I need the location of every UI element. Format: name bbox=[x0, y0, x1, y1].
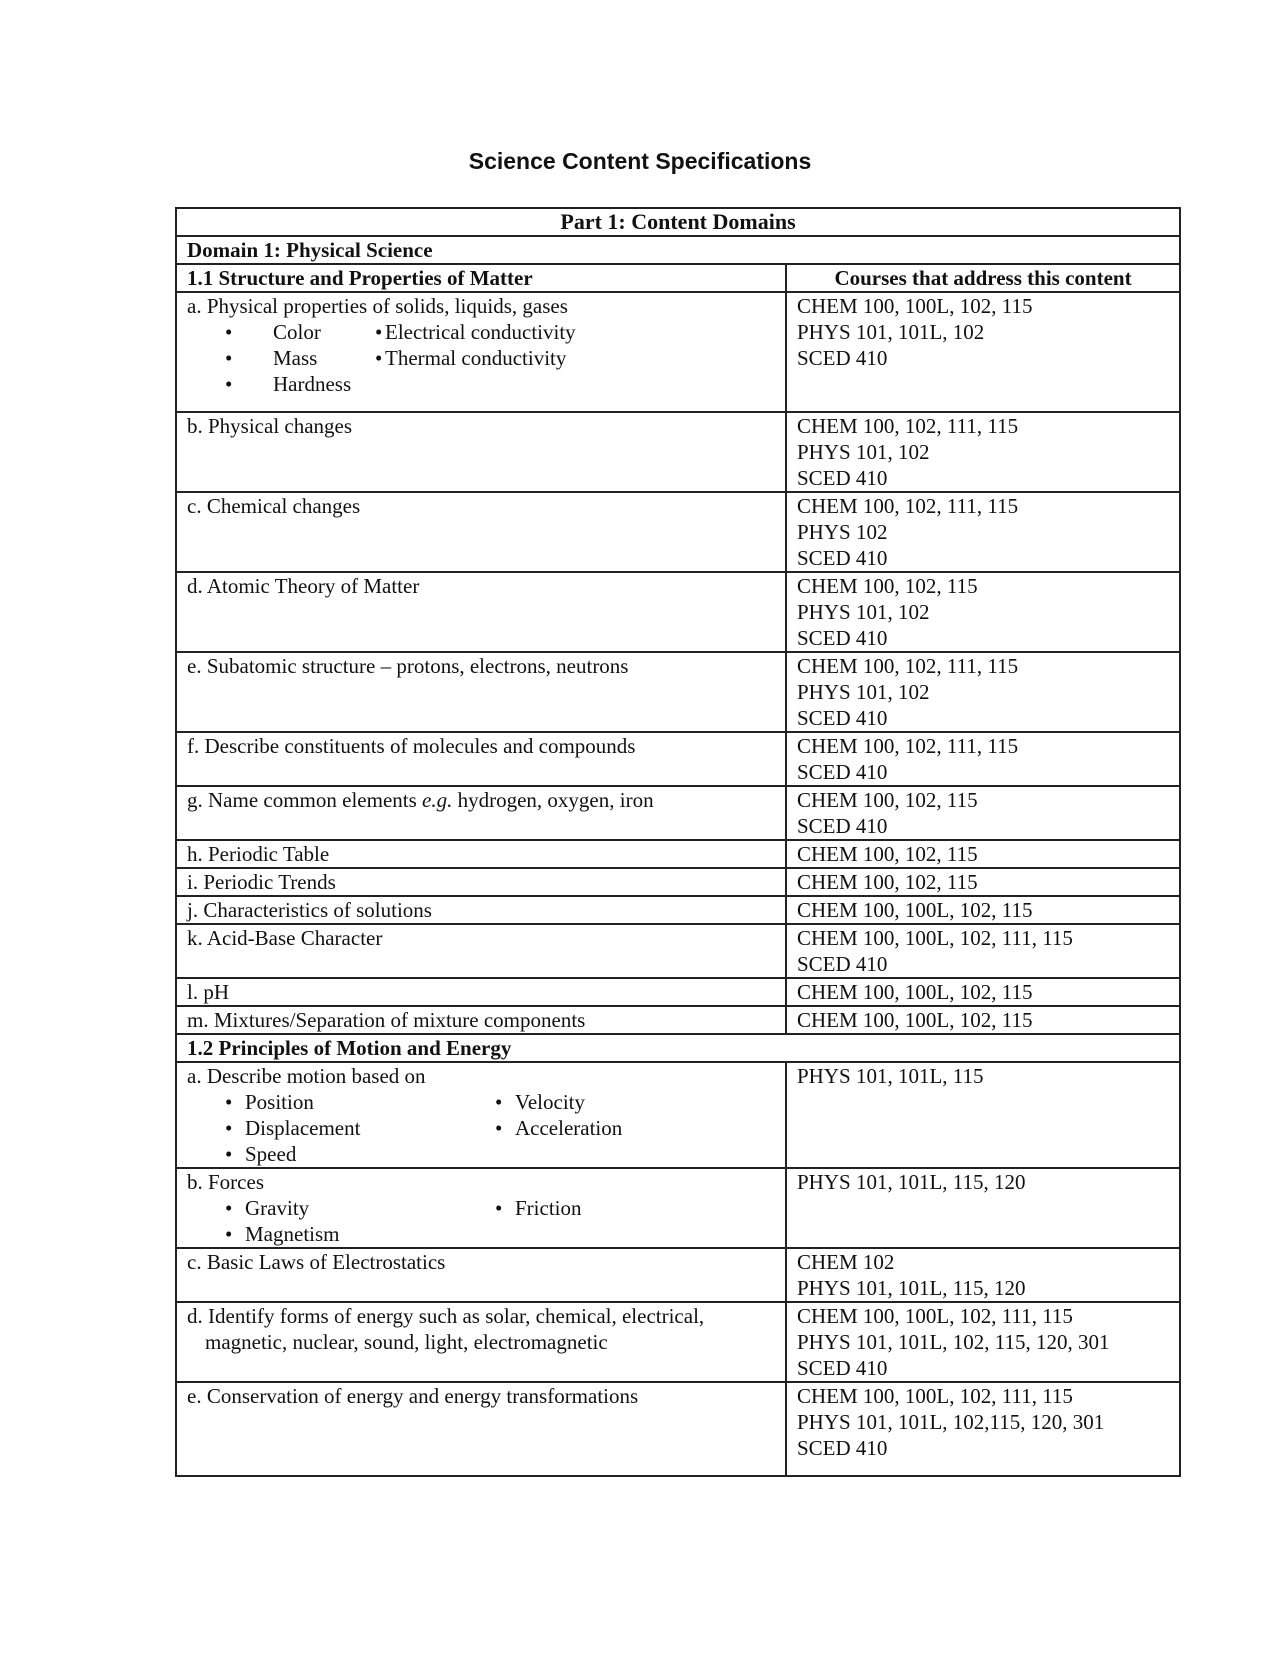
topic-cell bbox=[176, 1248, 786, 1302]
table-row bbox=[176, 1006, 1180, 1034]
course-line: CHEM 100, 102, 111, 115 bbox=[797, 734, 1019, 758]
part-title: Part 1: Content Domains bbox=[176, 208, 1180, 236]
courses-cell bbox=[786, 978, 1180, 1006]
bullet-item: Magnetism bbox=[245, 1222, 340, 1246]
topic-cell bbox=[176, 412, 786, 492]
content-spec-table bbox=[175, 207, 1181, 1477]
bullet-icon: • bbox=[225, 1222, 233, 1246]
courses-cell bbox=[786, 652, 1180, 732]
course-line: CHEM 100, 100L, 102, 111, 115 bbox=[797, 1304, 1073, 1328]
course-line: SCED 410 bbox=[797, 346, 888, 370]
topic-label: j. Characteristics of solutions bbox=[187, 898, 432, 922]
courses-cell bbox=[786, 786, 1180, 840]
course-line: CHEM 100, 100L, 102, 111, 115 bbox=[797, 1384, 1073, 1408]
table-row bbox=[176, 492, 1180, 572]
topic-cell bbox=[176, 1062, 786, 1168]
topic-cell bbox=[176, 292, 786, 412]
bullet-icon: • bbox=[225, 372, 233, 396]
course-line: SCED 410 bbox=[797, 952, 888, 976]
bullet-icon: • bbox=[495, 1090, 503, 1114]
topic-label: b. Physical changes bbox=[187, 414, 353, 438]
topic-cell bbox=[176, 572, 786, 652]
topic-label: e. Conservation of energy and energy transformations bbox=[187, 1384, 639, 1408]
bullet-item: Electrical conductivity bbox=[385, 320, 576, 344]
topic-label-continued: magnetic, nuclear, sound, light, electromagnetic bbox=[205, 1330, 608, 1354]
section-title: 1.2 Principles of Motion and Energy bbox=[176, 1034, 1180, 1062]
courses-cell bbox=[786, 1248, 1180, 1302]
courses-cell bbox=[786, 1302, 1180, 1382]
course-line: CHEM 100, 100L, 102, 115 bbox=[797, 980, 1033, 1004]
topic-label: h. Periodic Table bbox=[187, 842, 330, 866]
course-line: CHEM 100, 102, 111, 115 bbox=[797, 414, 1019, 438]
table-row bbox=[176, 412, 1180, 492]
course-line: PHYS 101, 101L, 102, 115, 120, 301 bbox=[797, 1330, 1110, 1354]
course-line: CHEM 100, 102, 115 bbox=[797, 574, 978, 598]
table-row bbox=[176, 1034, 1180, 1062]
bullet-item: Velocity bbox=[515, 1090, 585, 1114]
course-line: CHEM 100, 100L, 102, 115 bbox=[797, 898, 1033, 922]
courses-cell bbox=[786, 292, 1180, 412]
topic-cell bbox=[176, 1168, 786, 1248]
topic-cell bbox=[176, 492, 786, 572]
topic-label: b. Forces bbox=[187, 1170, 264, 1194]
table-row bbox=[176, 264, 1180, 292]
topic-label: i. Periodic Trends bbox=[187, 870, 336, 894]
courses-cell bbox=[786, 868, 1180, 896]
topic-label: m. Mixtures/Separation of mixture components bbox=[187, 1008, 586, 1032]
bullet-item: Hardness bbox=[273, 372, 352, 396]
course-line: CHEM 100, 102, 115 bbox=[797, 842, 978, 866]
courses-header: Courses that address this content bbox=[786, 264, 1180, 292]
topic-label: f. Describe constituents of molecules and compounds bbox=[187, 734, 636, 758]
course-line: CHEM 100, 100L, 102, 115 bbox=[797, 294, 1033, 318]
topic-cell bbox=[176, 896, 786, 924]
course-line: PHYS 101, 101L, 102 bbox=[797, 320, 985, 344]
course-line: PHYS 101, 101L, 115 bbox=[797, 1064, 984, 1088]
bullet-item: Acceleration bbox=[515, 1116, 623, 1140]
bullet-item: Speed bbox=[245, 1142, 297, 1166]
course-line: PHYS 101, 102 bbox=[797, 680, 930, 704]
topic-label: c. Basic Laws of Electrostatics bbox=[187, 1250, 446, 1274]
courses-cell bbox=[786, 1168, 1180, 1248]
course-line: PHYS 101, 102 bbox=[797, 600, 930, 624]
courses-cell bbox=[786, 492, 1180, 572]
bullet-item: Displacement bbox=[245, 1116, 361, 1140]
table-row bbox=[176, 572, 1180, 652]
topic-label: a. Physical properties of solids, liquids, gases bbox=[187, 294, 568, 318]
topic-label: c. Chemical changes bbox=[187, 494, 361, 518]
course-line: CHEM 100, 100L, 102, 111, 115 bbox=[797, 926, 1073, 950]
topic-cell bbox=[176, 732, 786, 786]
table-row bbox=[176, 208, 1180, 236]
topic-cell bbox=[176, 1382, 786, 1476]
course-line: SCED 410 bbox=[797, 466, 888, 490]
courses-cell bbox=[786, 572, 1180, 652]
courses-cell bbox=[786, 1382, 1180, 1476]
bullet-icon: • bbox=[225, 346, 233, 370]
courses-cell bbox=[786, 412, 1180, 492]
topic-cell bbox=[176, 1006, 786, 1034]
courses-cell bbox=[786, 840, 1180, 868]
course-line: SCED 410 bbox=[797, 760, 888, 784]
course-line: SCED 410 bbox=[797, 1436, 888, 1460]
topic-cell bbox=[176, 978, 786, 1006]
topic-label: k. Acid-Base Character bbox=[187, 926, 383, 950]
bullet-item: Position bbox=[245, 1090, 314, 1114]
bullet-item: Color bbox=[273, 320, 321, 344]
table-row bbox=[176, 1168, 1180, 1248]
topic-label: d. Identify forms of energy such as solar, chemical, electrical, bbox=[187, 1304, 705, 1328]
table-row bbox=[176, 1248, 1180, 1302]
topic-cell bbox=[176, 868, 786, 896]
table-row bbox=[176, 868, 1180, 896]
table-row bbox=[176, 786, 1180, 840]
course-line: SCED 410 bbox=[797, 814, 888, 838]
courses-cell bbox=[786, 1006, 1180, 1034]
table-row bbox=[176, 1302, 1180, 1382]
topic-label: e. Subatomic structure – protons, electrons, neutrons bbox=[187, 654, 629, 678]
bullet-icon: • bbox=[495, 1116, 503, 1140]
table-row bbox=[176, 652, 1180, 732]
bullet-icon: • bbox=[495, 1196, 503, 1220]
topic-label: l. pH bbox=[187, 980, 229, 1004]
topic-cell bbox=[176, 924, 786, 978]
section-title: 1.1 Structure and Properties of Matter bbox=[176, 264, 786, 292]
page-title: Science Content Specifications bbox=[468, 148, 812, 174]
bullet-icon: • bbox=[375, 346, 383, 370]
bullet-icon: • bbox=[375, 320, 383, 344]
course-line: PHYS 102 bbox=[797, 520, 888, 544]
bullet-icon: • bbox=[225, 1090, 233, 1114]
courses-cell bbox=[786, 732, 1180, 786]
table-row bbox=[176, 236, 1180, 264]
topic-cell bbox=[176, 652, 786, 732]
course-line: PHYS 101, 101L, 115, 120 bbox=[797, 1170, 1026, 1194]
table-row bbox=[176, 924, 1180, 978]
table-row bbox=[176, 732, 1180, 786]
course-line: PHYS 101, 101L, 115, 120 bbox=[797, 1276, 1026, 1300]
course-line: CHEM 100, 102, 115 bbox=[797, 788, 978, 812]
course-line: CHEM 102 bbox=[797, 1250, 895, 1274]
course-line: SCED 410 bbox=[797, 546, 888, 570]
course-line: SCED 410 bbox=[797, 626, 888, 650]
table-row bbox=[176, 1382, 1180, 1476]
course-line: CHEM 100, 102, 111, 115 bbox=[797, 494, 1019, 518]
table-row bbox=[176, 896, 1180, 924]
course-line: CHEM 100, 102, 111, 115 bbox=[797, 654, 1019, 678]
bullet-icon: • bbox=[225, 320, 233, 344]
table-row bbox=[176, 978, 1180, 1006]
table-row bbox=[176, 840, 1180, 868]
table-row bbox=[176, 292, 1180, 412]
topic-cell bbox=[176, 786, 786, 840]
courses-cell bbox=[786, 1062, 1180, 1168]
bullet-icon: • bbox=[225, 1196, 233, 1220]
bullet-icon: • bbox=[225, 1142, 233, 1166]
topic-cell bbox=[176, 840, 786, 868]
course-line: SCED 410 bbox=[797, 1356, 888, 1380]
courses-cell bbox=[786, 924, 1180, 978]
bullet-item: Thermal conductivity bbox=[385, 346, 567, 370]
table-row bbox=[176, 1062, 1180, 1168]
course-line: PHYS 101, 102 bbox=[797, 440, 930, 464]
topic-cell bbox=[176, 1302, 786, 1382]
bullet-item: Gravity bbox=[245, 1196, 310, 1220]
course-line: CHEM 100, 102, 115 bbox=[797, 870, 978, 894]
topic-label: g. Name common elements e.g. hydrogen, oxygen, iron bbox=[187, 788, 654, 812]
courses-cell bbox=[786, 896, 1180, 924]
bullet-icon: • bbox=[225, 1116, 233, 1140]
domain-title: Domain 1: Physical Science bbox=[176, 236, 1180, 264]
topic-label: a. Describe motion based on bbox=[187, 1064, 426, 1088]
course-line: PHYS 101, 101L, 102,115, 120, 301 bbox=[797, 1410, 1105, 1434]
bullet-item: Friction bbox=[515, 1196, 582, 1220]
course-line: SCED 410 bbox=[797, 706, 888, 730]
course-line: CHEM 100, 100L, 102, 115 bbox=[797, 1008, 1033, 1032]
bullet-item: Mass bbox=[273, 346, 318, 370]
topic-label: d. Atomic Theory of Matter bbox=[187, 574, 420, 598]
